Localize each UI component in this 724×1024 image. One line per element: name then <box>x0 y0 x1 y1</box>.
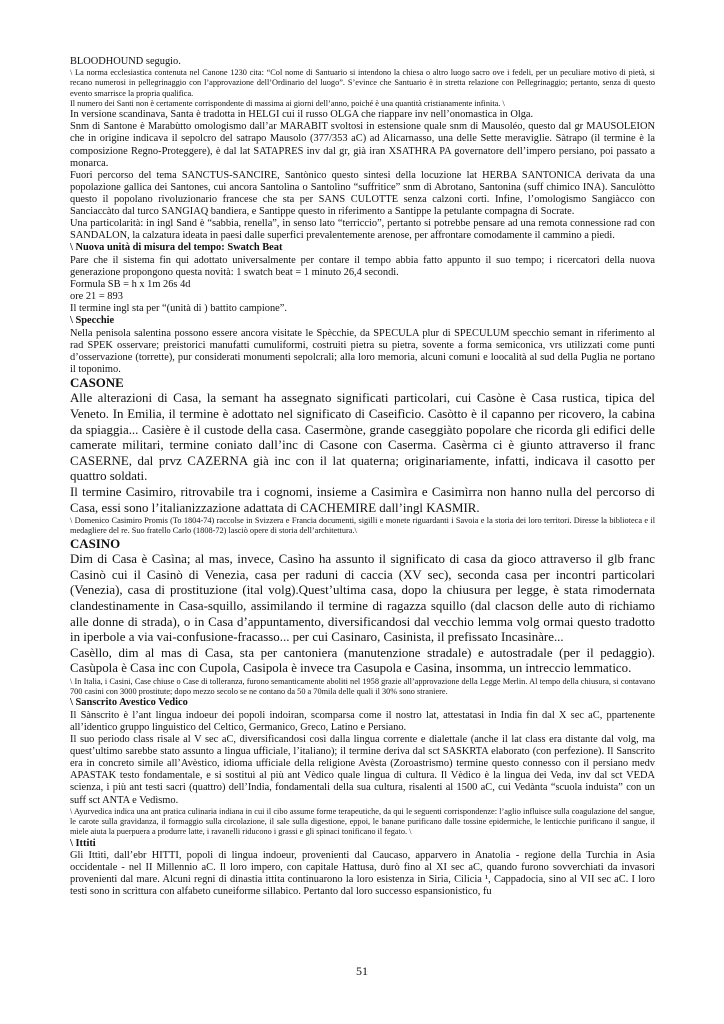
paragraph: Pare che il sistema fin qui adottato universalmente per contare il tempo abbia fatto appunto il suo tempo; i ricercatori della nuova generazione propongono questa novità: 1 swatch beat = 1 minuto 26,4 secondi. <box>70 254 655 278</box>
paragraph: Il termine ingl sta per “(unità di ) battito campione”. <box>70 303 287 315</box>
formula-line: ore 21 = 893 <box>70 291 123 302</box>
chapter-heading: CASONE <box>70 375 124 390</box>
paragraph: In versione scandinava, Santa è tradotta in HELGI cui il russo OLGA che riappare inv nell’onomastica in Olga. <box>70 109 534 121</box>
section-heading: \ Specchie <box>70 315 115 327</box>
section-heading: \ Nuova unità di misura del tempo: Swatch Beat <box>70 242 283 254</box>
paragraph: Il suo periodo class risale al V sec aC, diversificandosi così dalla lingua corrente e dialettale (anche il lat class era distante dal volg, ma quest’ultimo sarebbe stato assunto a lingua ufficiale, l’italiano); il termine deriva dal sct SASKRTA elaborato (con perfezione). Il Sanscrito era in concreto simile all’Avèstico, idioma ufficiale della religione Avèsta (Zoroastrismo) termine questo connesso con il persiano medv APASTAK testo fondamentale, e si sostituì al più ant Vèdico quale lingua di cultura. Il Vèdico è la lingua dei Veda, inv dal sct VEDA scienza, i più ant testi sacri (quattro) dell’India, fondamentali della sua cultura, risalenti al 1500 aC, cui Vedànta “scuola induista” con un suff sct ANTA e Vedìsmo. <box>70 734 655 806</box>
footnote: \ In Italia, i Casini, Case chiuse o Case di tolleranza, furono semanticamente aboliti nel 1958 grazie all’approvazione della Legge Merlin. Al tempo della chiusura, si contavano 700 casini con 3000 prostitute; dopo mezzo secolo se ne contano da 50 a 70mila delle quali il 30% sono straniere. <box>70 676 655 697</box>
formula-line: Formula SB = h x 1m 26s 4d <box>70 278 191 290</box>
footnote: \ La norma ecclesiastica contenuta nel Canone 1230 cita: “Col nome di Santuario si intendono la chiesa o altro luogo sacro ove i fedeli, per un peculiare motivo di pietà, si recano numerosi in pellegrinaggio con l’approvazione dell’Ordinario del luogo”. S’evince che Santuario è in stretta relazione con Pellegrinaggio; pertanto, senza di questo evento smarrisce la propria qualifica. <box>70 68 655 98</box>
paragraph: Fuori percorso del tema SANCTUS-SANCIRE, Santònico questo sintesi della locuzione lat HERBA SANTONICA derivata da una popolazione gallica dei Santones, cui ancora Santolìna o Santolìno “suffritice” snm di Abrotano, Santonina (suff chimico INA). Sanculòtto questo il popolano rivoluzionario francese che sta per SANS CULOTTE senza calzoni corti. Infine, l’omologismo Sangiàcco con Sanciaccàto dal turco SANGIAQ bandiera, e Santippe questo in riferimento a Santippe la petulante compagna di Socrate. <box>70 169 655 218</box>
section-heading: \ Sanscrito Avestico Vedico <box>70 697 188 709</box>
paragraph: BLOODHOUND segugio. <box>70 56 181 67</box>
paragraph: Una particolarità: in ingl Sand è “sabbia, renella”, in senso lato “terriccio”, pertanto si potrebbe pensare ad una remota connessione rad con SANDALON, la calzatura ideata in paesi dalle superfici prevalentemente arenose, per affrontare comodamente il cammino a piedi. <box>70 218 655 242</box>
footnote: \ Domenico Casimiro Promis (To 1804-74) raccolse in Svizzera e Francia documenti, sigilli e monete riguardanti i Savoia e la storia dei loro territori. Diresse la biblioteca e il medagliere del re. Suo fratello Carlo (1808-72) lasciò opere di storia dell’architettura.\ <box>70 516 655 536</box>
paragraph: Alle alterazioni di Casa, la semant ha assegnato significati particolari, cui Casòne è Casa rustica, tipica del Veneto. In Emilia, il termine è adottato nel significato di Caseifìcio. Casòtto è il capanno per ricovero, la cabina da spiaggia... Casière è il custode della casa. Casermòne, grande caseggiàto popolare che ricorda gli edifici delle camerate militari, termine coniato dall’inc di Casone con Caserma. Casèrma ci è giunto attraverso il franc CASERNE, dal prvz CAZERNA già inc con il lat quaterna; originariamente, infatti, indicava il casotto per quattro soldati. <box>70 391 655 484</box>
paragraph: Casèllo, dim al mas di Casa, sta per cantoniera (manutenzione stradale) e autostradale (per il pedaggio). Casùpola è Casa inc con Cupola, Casipola è invece tra Casupola e Casina, insomma, un intreccio lemmatico. <box>70 645 655 676</box>
paragraph: Gli Ittìti, dall’ebr HITTI, popoli di lingua indoeur, provenienti dal Caucaso, apparvero in Anatolia - regione della Turchia in Asia occidentale - nel II Millennio aC. Il loro impero, con capitale Hattusa, durò fino al XI sec aC, quando furono sovverchiati da invasori provenienti dal mare. Alcuni regni di dinastia ittita continuarono la loro esistenza in Siria, Cilicia ¹, Cappadocia, sino al VII sec aC. I loro testi sono in scrittura con alfabeto cuneiforme sillabico. Pertanto dal loro successo espansionistico, fu <box>70 849 655 898</box>
paragraph: Il termine Casimiro, ritrovabile tra i cognomi, insieme a Casimìra e Casimìrra non hanno nulla del percorso di Casa, essi sono l’italianizzazione adattata di CACHEMIRE dall’ingl KASMIR. <box>70 484 655 515</box>
page-number: 51 <box>356 964 368 978</box>
footnote: \ Ayurvedica indica una ant pratica culinaria indiana in cui il cibo assume forme terapeutiche, da qui le seguenti corrispondenze: l’aglio influisce sulla coagulazione del sangue, le carote sulla gravidanza, il formaggio sulla circolazione, il sale sulla digestione, eppoi, le banane purificano dalle tossine epidermiche, le lenticchie purificano il sangue, il miele aiuta la puerpuera a produrre latte, i ravanelli riducono i grassi e gli spinaci tonificano il fegato. \ <box>70 806 655 837</box>
paragraph: Il Sànscrito è l’ant lingua indoeur dei popoli indoiran, scomparsa come il nostro lat, attestatasi in India fin dal X sec aC, ppartenente all’identico gruppo linguistico del Celtico, Germanico, Greco, Latino e Persiano. <box>70 709 655 733</box>
section-heading: \ Ittiti <box>70 837 96 849</box>
paragraph: Dim di Casa è Casìna; al mas, invece, Casìno ha assunto il significato di casa da gioco attraverso il glb franc Casinò cui il Casinò di Venezia, casa per raduni di caccia (XV sec), seconda casa per incontri particolari (Venezia), casa di prostituzione (ital volg).Quest’ultima casa, dopo la chiusura per legge, è stata rimodernata clandestinamente in Casa-squillo, assimilando il termine di ragazza squillo (dal clacson delle auto di richiamo alle donne di strada), o in Casa d’appuntamento, diversificandosi dal vecchio lemma volg ormai questo tradotto in iperbole a via vai-confusione-fracasso... per cui Casinaro, Casinista, il prefissato Incasinàre... <box>70 552 655 645</box>
paragraph: Nella penisola salentina possono essere ancora visitate le Spècchie, da SPECULA plur di SPECULUM specchio semant in riferimento al rad SPEK osservare; preistorici manufatti cumuliformi, costruiti pietra su pietra, sovente a forma semiconica, vrs utilizzati come punti d’osservazione (torrette), pur considerati monumenti sepolcrali; alla loro memoria, alcuni comuni e loocalità al sud della Puglia ne portano il toponimo. <box>70 327 655 375</box>
chapter-heading: CASINO <box>70 536 121 551</box>
footnote: Il numero dei Santi non è certamente corrispondente di massima ai giorni dell’anno, poiché è una quantità cristianamente infinita. \ <box>70 98 505 108</box>
document-body <box>70 56 655 898</box>
paragraph: Snm di Santone è Marabùtto omologismo dall’ar MARABIT svoltosi in estensione quale snm di Mausoléo, questo dal gr MAUSOLEION che in origine indicava il sepolcro del satrapo Mausolo (377/353 aC) ad Alicarnasso, una delle Sette meraviglie. Sàtrapo (il termine è la composizione Regno-Proteggere), è dal lat SATAPRES inv dal gr, già iran XSATHRA PA governatore dell’impero persiano, poi passato a monarca. <box>70 121 655 169</box>
